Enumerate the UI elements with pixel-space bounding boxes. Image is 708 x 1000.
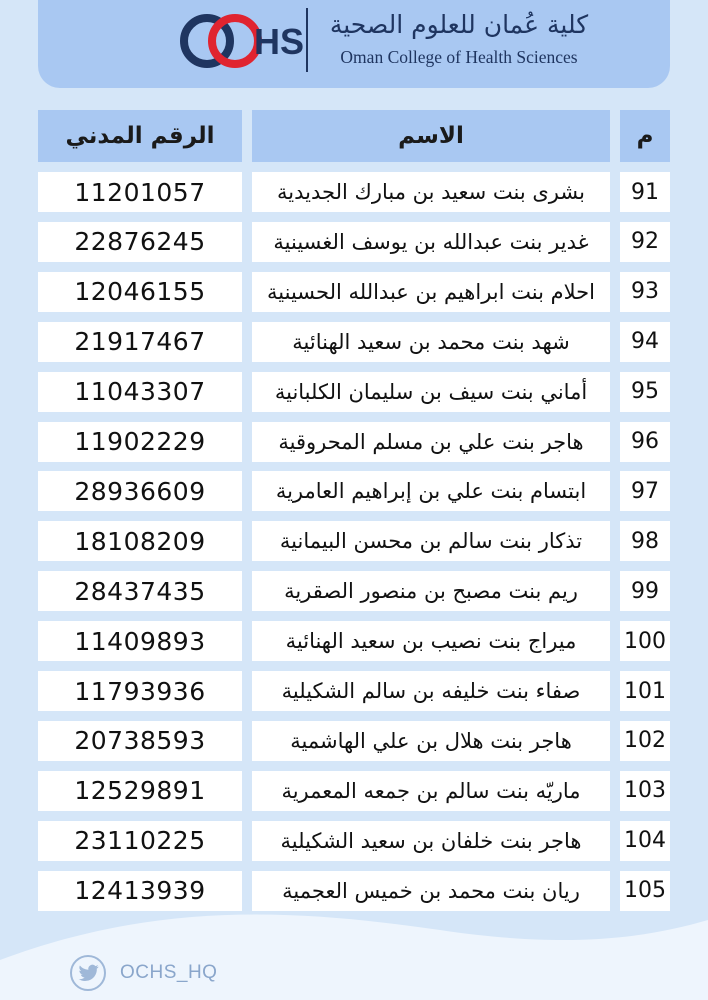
logo-rings-icon bbox=[184, 18, 258, 64]
civil-id: 28437435 bbox=[38, 571, 242, 611]
row-number: 92 bbox=[620, 222, 670, 262]
civil-id: 22876245 bbox=[38, 222, 242, 262]
row-number: 99 bbox=[620, 571, 670, 611]
student-name: تذكار بنت سالم بن محسن البيمانية bbox=[252, 521, 610, 561]
student-name: ريم بنت مصبح بن منصور الصقرية bbox=[252, 571, 610, 611]
civil-id: 23110225 bbox=[38, 821, 242, 861]
row-number: 104 bbox=[620, 821, 670, 861]
row-number: 101 bbox=[620, 671, 670, 711]
civil-id: 11201057 bbox=[38, 172, 242, 212]
student-name: شهد بنت محمد بن سعيد الهنائية bbox=[252, 322, 610, 362]
college-name-english: Oman College of Health Sciences bbox=[340, 47, 578, 67]
civil-id: 11043307 bbox=[38, 372, 242, 412]
student-name: ابتسام بنت علي بن إبراهيم العامرية bbox=[252, 471, 610, 511]
footer-wave bbox=[0, 900, 708, 1000]
student-name: غدير بنت عبدالله بن يوسف الغسينية bbox=[252, 222, 610, 262]
student-name: ميراج بنت نصيب بن سعيد الهنائية bbox=[252, 621, 610, 661]
civil-id: 11902229 bbox=[38, 422, 242, 462]
row-number: 98 bbox=[620, 521, 670, 561]
student-name: بشرى بنت سعيد بن مبارك الجديدية bbox=[252, 172, 610, 212]
civil-id: 21917467 bbox=[38, 322, 242, 362]
logo-divider bbox=[306, 8, 308, 72]
row-number: 91 bbox=[620, 172, 670, 212]
civil-id: 28936609 bbox=[38, 471, 242, 511]
row-number: 95 bbox=[620, 372, 670, 412]
twitter-icon[interactable] bbox=[70, 955, 106, 991]
civil-id: 12046155 bbox=[38, 272, 242, 312]
row-number: 105 bbox=[620, 871, 670, 911]
college-logo bbox=[180, 10, 305, 72]
column-header-name: الاسم bbox=[252, 110, 610, 162]
student-name: هاجر بنت علي بن مسلم المحروقية bbox=[252, 422, 610, 462]
student-name: ماريّه بنت سالم بن جمعه المعمرية bbox=[252, 771, 610, 811]
row-number: 103 bbox=[620, 771, 670, 811]
civil-id: 11409893 bbox=[38, 621, 242, 661]
row-number: 100 bbox=[620, 621, 670, 661]
row-number: 94 bbox=[620, 322, 670, 362]
civil-id: 18108209 bbox=[38, 521, 242, 561]
twitter-handle[interactable]: OCHS_HQ bbox=[120, 962, 218, 983]
student-name: هاجر بنت هلال بن علي الهاشمية bbox=[252, 721, 610, 761]
row-number: 96 bbox=[620, 422, 670, 462]
student-name: صفاء بنت خليفه بن سالم الشكيلية bbox=[252, 671, 610, 711]
row-number: 93 bbox=[620, 272, 670, 312]
student-name: هاجر بنت خلفان بن سعيد الشكيلية bbox=[252, 821, 610, 861]
civil-id: 11793936 bbox=[38, 671, 242, 711]
student-name: أماني بنت سيف بن سليمان الكلبانية bbox=[252, 372, 610, 412]
column-header-number: م bbox=[620, 110, 670, 162]
student-name: ريان بنت محمد بن خميس العجمية bbox=[252, 871, 610, 911]
civil-id: 12413939 bbox=[38, 871, 242, 911]
civil-id: 12529891 bbox=[38, 771, 242, 811]
civil-id: 20738593 bbox=[38, 721, 242, 761]
logo-letters: HS bbox=[254, 21, 305, 62]
row-number: 102 bbox=[620, 721, 670, 761]
header-banner bbox=[38, 0, 670, 88]
college-name-arabic: كلية عُمان للعلوم الصحية bbox=[329, 10, 589, 39]
column-header-civil-id: الرقم المدني bbox=[38, 110, 242, 162]
row-number: 97 bbox=[620, 471, 670, 511]
student-name: احلام بنت ابراهيم بن عبدالله الحسينية bbox=[252, 272, 610, 312]
